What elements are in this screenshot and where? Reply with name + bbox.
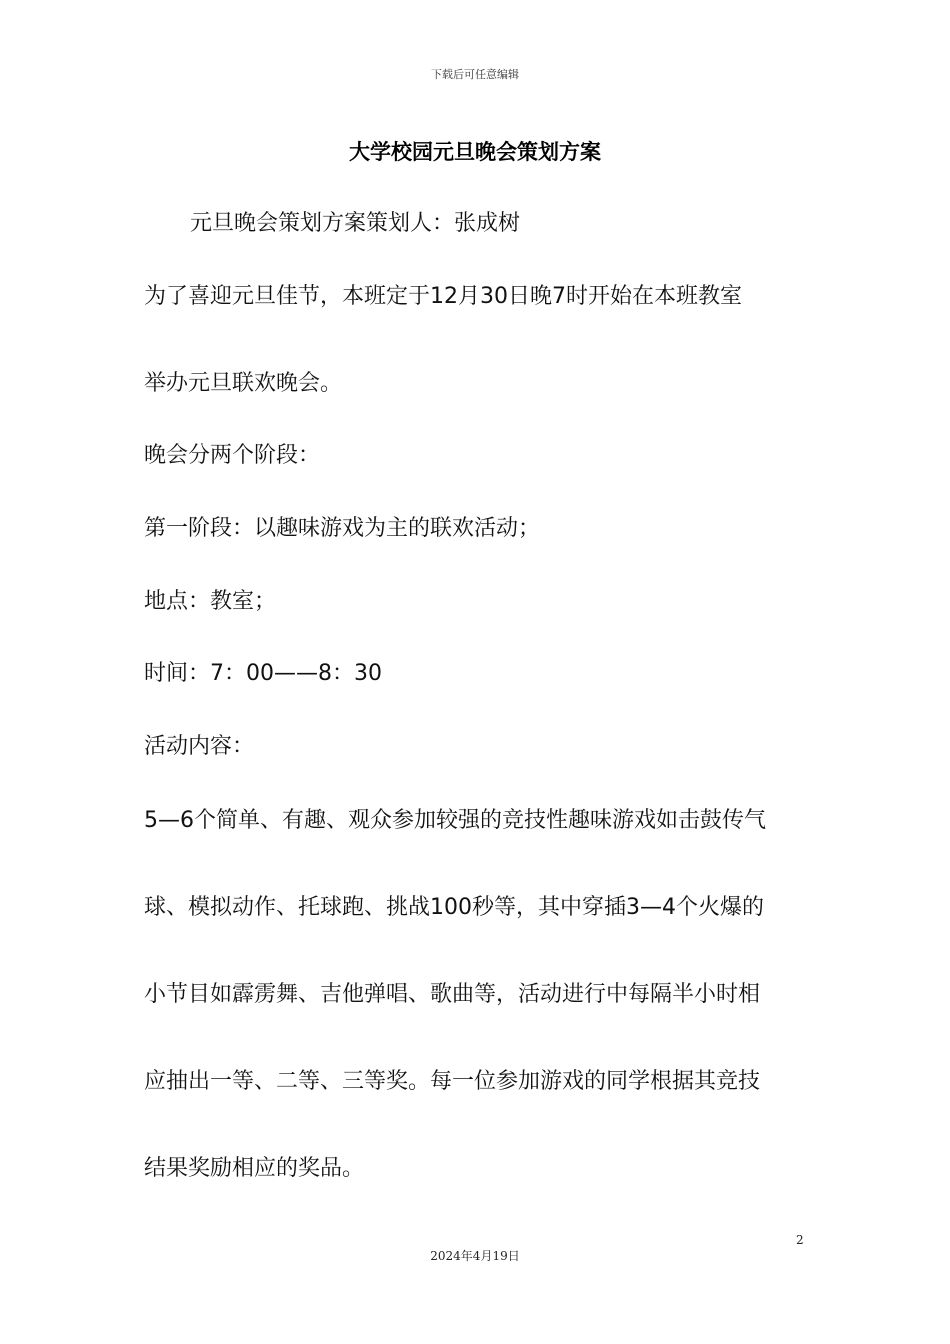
paragraph-line: 举办元旦联欢晚会。 bbox=[144, 371, 343, 396]
paragraph-line: 地点：教室； bbox=[144, 589, 277, 614]
paragraph-line: 时间：7：00——8：30 bbox=[144, 661, 382, 686]
planner-line: 元旦晚会策划方案策划人：张成树 bbox=[190, 211, 521, 236]
document-title: 大学校园元旦晚会策划方案 bbox=[349, 140, 601, 164]
paragraph-line: 晚会分两个阶段： bbox=[144, 443, 321, 468]
paragraph-line: 应抽出一等、二等、三等奖。每一位参加游戏的同学根据其竞技 bbox=[144, 1069, 761, 1094]
paragraph-line: 5—6个简单、有趣、观众参加较强的竞技性趣味游戏如击鼓传气 bbox=[144, 808, 766, 833]
paragraph-line: 球、模拟动作、托球跑、挑战100秒等，其中穿插3—4个火爆的 bbox=[144, 895, 764, 920]
paragraph-line: 第一阶段：以趣味游戏为主的联欢活动； bbox=[144, 516, 541, 541]
paragraph-line: 活动内容： bbox=[144, 734, 255, 759]
paragraph-line: 结果奖励相应的奖品。 bbox=[144, 1156, 365, 1181]
page-number: 2 bbox=[796, 1233, 804, 1247]
paragraph-line: 为了喜迎元旦佳节，本班定于12月30日晚7时开始在本班教室 bbox=[144, 284, 742, 309]
paragraph-line: 小节目如霹雳舞、吉他弹唱、歌曲等，活动进行中每隔半小时相 bbox=[144, 982, 761, 1007]
header-note: 下载后可任意编辑 bbox=[431, 68, 519, 81]
footer-date: 2024年4月19日 bbox=[430, 1249, 520, 1263]
